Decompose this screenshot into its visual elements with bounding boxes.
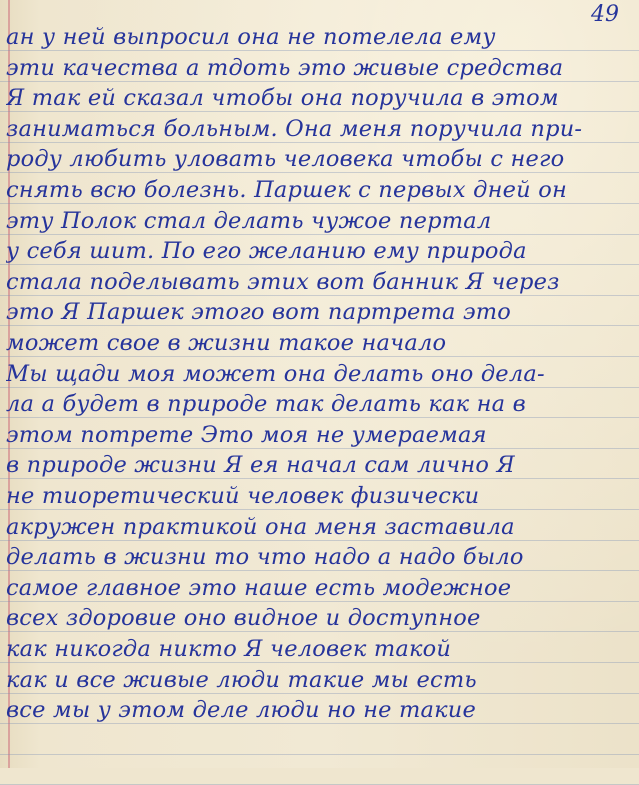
text-line: как никогда никто Я человек такой [6, 636, 452, 662]
text-line: эту Полок стал делать чужое пертал [6, 207, 492, 234]
text-line: это Я Паршек этого вот партрета это [6, 299, 512, 326]
text-line: все мы у этом деле люди но не такие [6, 697, 476, 724]
text-line: не тиоретический человек физически [6, 483, 480, 509]
text-line: ла а будет в природе так делать как на в [6, 391, 526, 418]
text-line: всех здоровие оно видное и доступное [6, 605, 481, 632]
text-line: этом потрете Это моя не умераемая [6, 421, 487, 448]
text-line: акружен практикой она меня заставила [6, 513, 515, 540]
text-line: делать в жизни то что надо а надо было [6, 544, 524, 571]
text-line: ан у ней выпросил она не потелела ему [6, 24, 496, 50]
text-line: самое главное это наше есть модежное [6, 574, 512, 601]
text-line: как и все живые люди такие мы есть [6, 666, 477, 693]
text-line: эти качества а тдоть это живые средства [6, 54, 564, 81]
text-line: заниматься больным. Она меня поручила при- [6, 115, 583, 142]
text-line: роду любить уловать человека чтобы с него [6, 146, 565, 173]
text-line: Я так ей сказал чтобы она поручила в этом [6, 85, 559, 112]
text-line: в природе жизни Я ея начал сам лично Я [6, 452, 515, 479]
page-number: 49 [591, 2, 619, 27]
text-line: может свое в жизни такое начало [6, 330, 447, 356]
text-line: снять всю болезнь. Паршек с первых дней он [6, 177, 567, 203]
ruled-line [0, 754, 639, 755]
text-line: у себя шит. По его желанию ему природа [6, 238, 527, 265]
text-line: Мы щади моя может она делать оно дела- [6, 360, 545, 387]
text-line: стала поделывать этих вот банник Я через [6, 268, 560, 295]
